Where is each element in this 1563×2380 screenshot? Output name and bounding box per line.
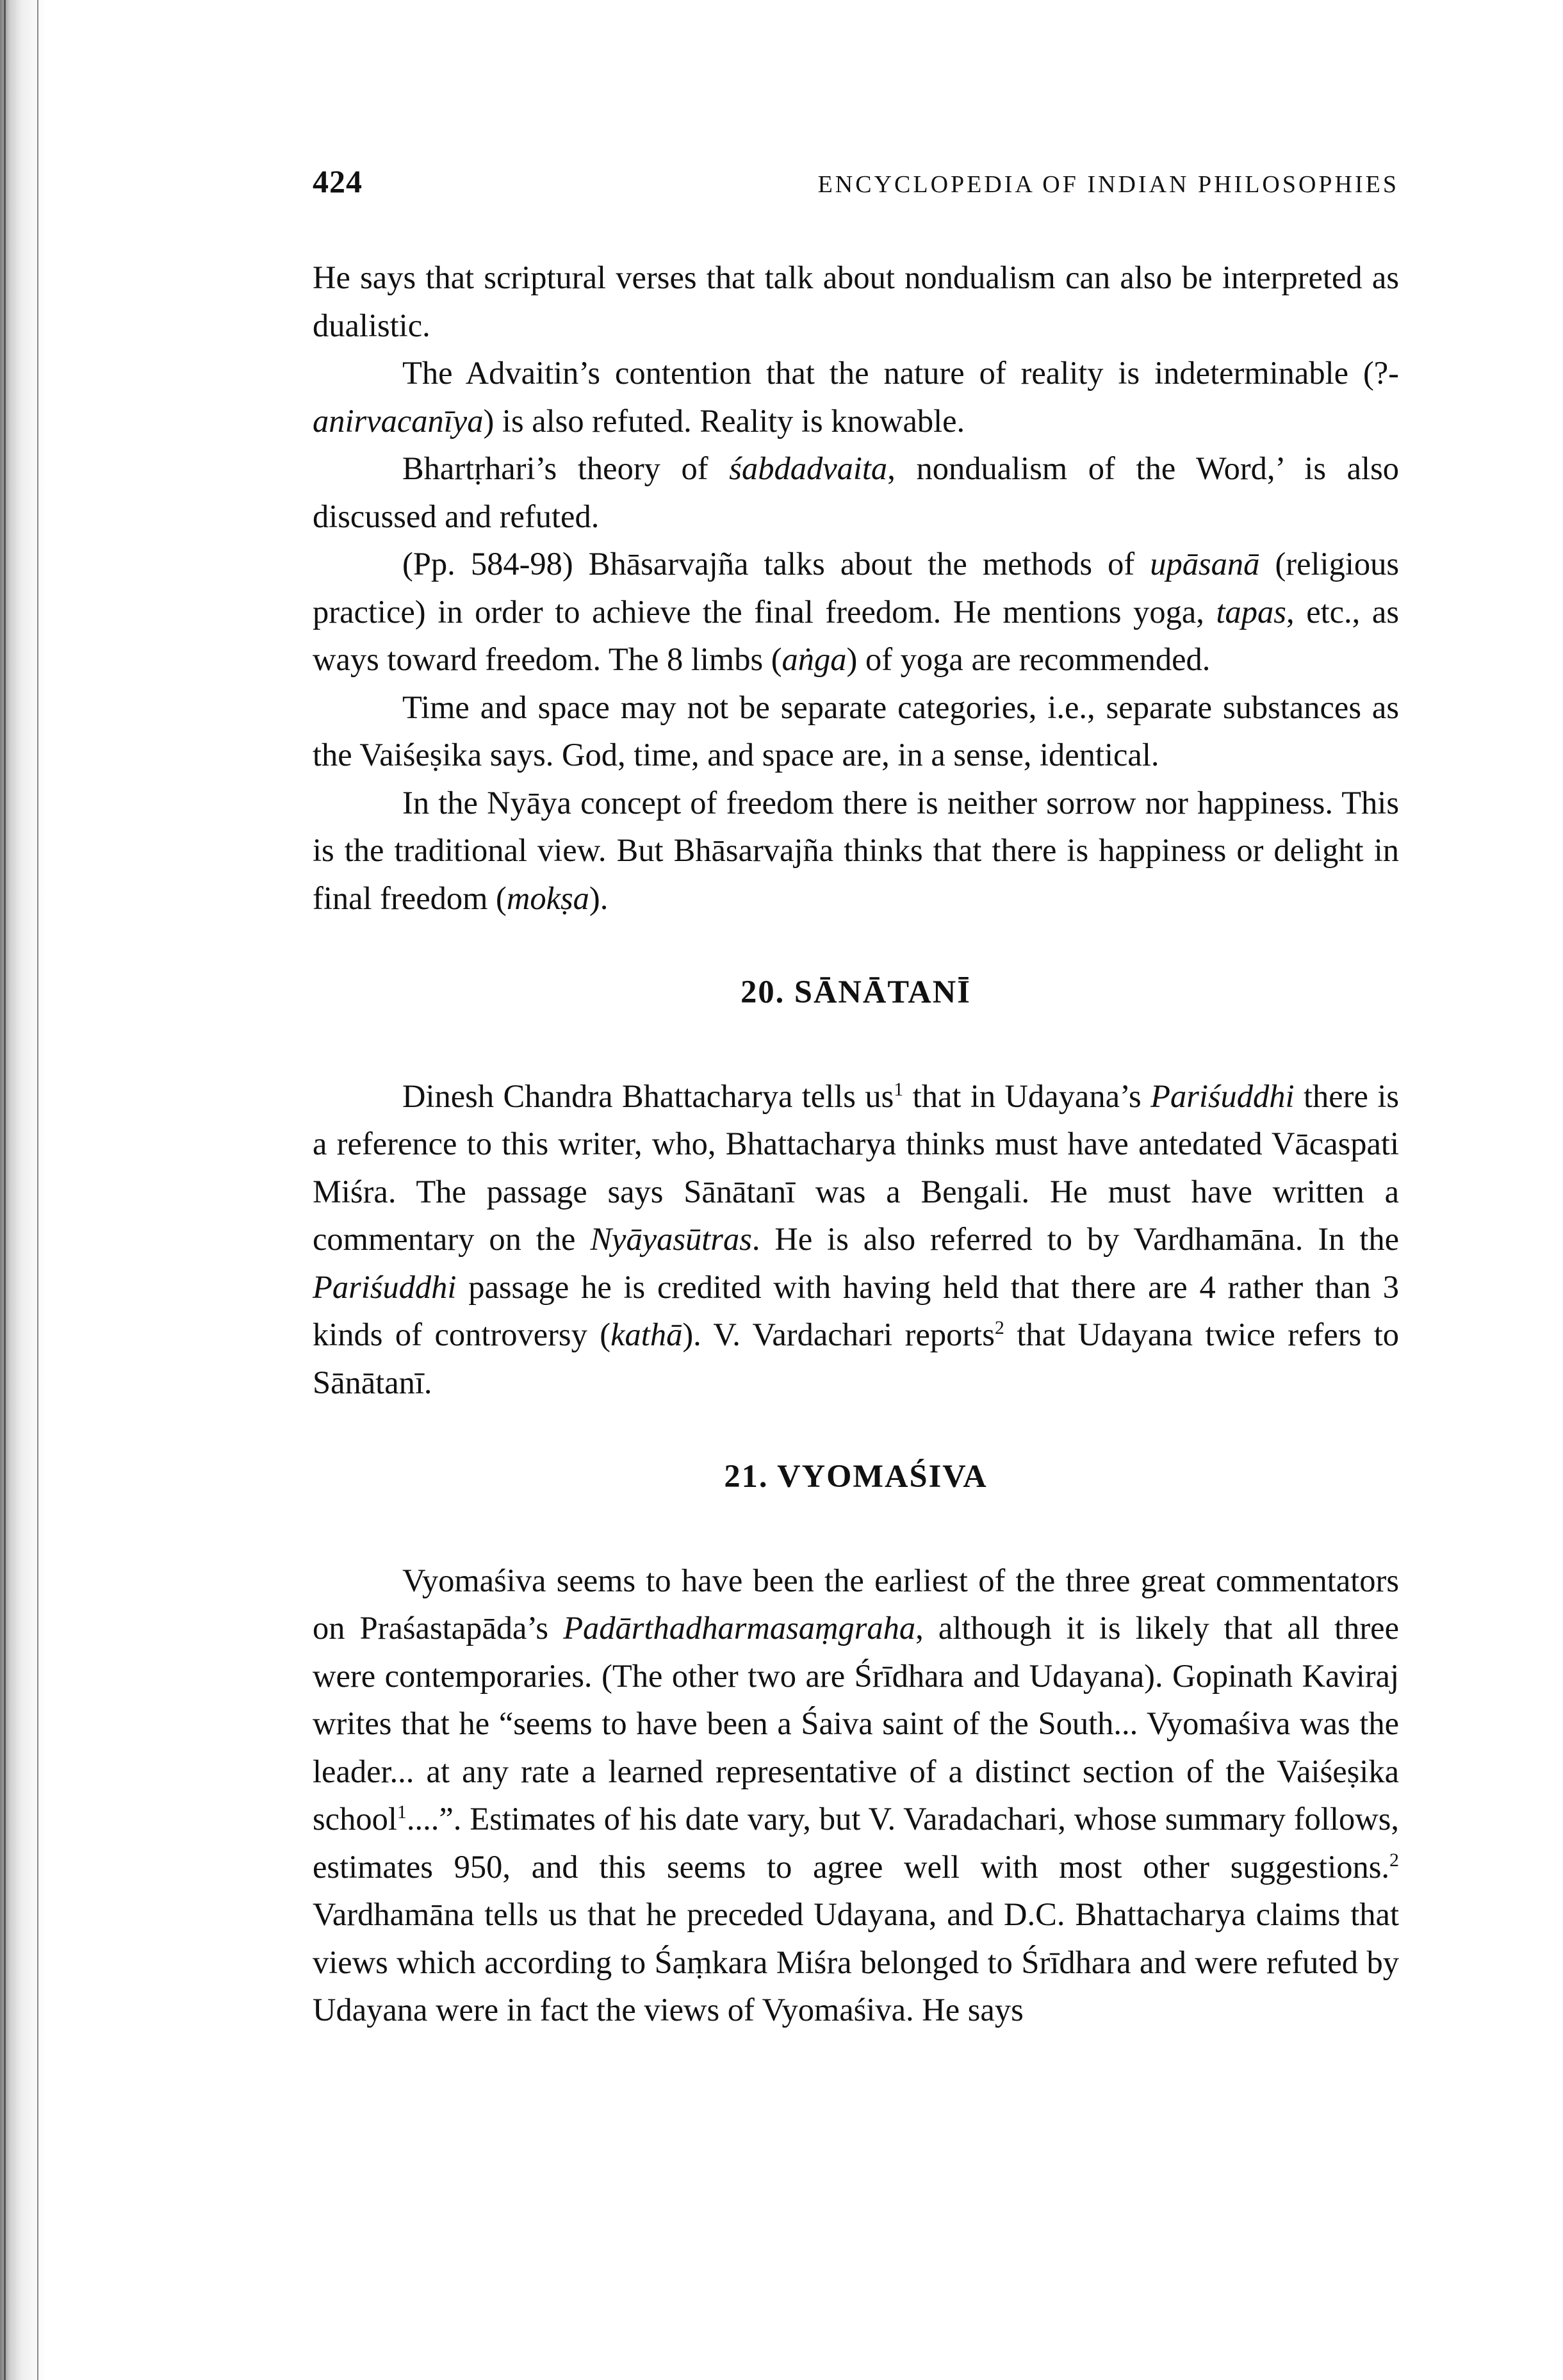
paragraph: The Advaitin’s contention that the nature of reality is indeterminable (?-anirvacanīya) is also refuted. Reality is knowable. (313, 355, 1399, 439)
paragraph: Dinesh Chandra Bhattacharya tells $us^1$ that in Udayana’s Pariśuddhi there is a reference to this writer, who, Bhattacharya thinks must have antedated Vācaspati Miśra. The passage says Sānātanī was a Bengali. He must have written a commentary on the Nyāyasūtras. He is also referred to by Vardhamāna. In the Pariśuddhi passage he is credited with having held that there are 4 rather than 3 kinds of controversy (kathā). V. Vardachari reports$^2$ that Udayana twice refers to Sānātanī. (313, 1078, 1400, 1400)
section-heading-vyomasiva: 21. VYOMAŚIVA (724, 1458, 988, 1494)
paragraph: In the Nyāya concept of freedom there is neither sorrow nor happiness. This is the traditional view. But Bhāsarvajña thinks that there is happiness or delight in final freedom (mokṣa). (313, 784, 1399, 916)
paragraph: (Pp. 584-98) Bhāsarvajña talks about the methods of upāsanā (religious practice) in order to achieve the final freedom. He mentions yoga, tapas, etc., as ways toward freedom. The 8 limbs (aṅga) of yoga are recommended. (313, 546, 1399, 677)
page-number: 424 (313, 163, 363, 199)
running-title: ENCYCLOPEDIA OF INDIAN PHILOSOPHIES (817, 171, 1399, 198)
paragraph: Vyomaśiva seems to have been the earliest of the three great commentators on Praśastapāda’s Padārthadharmasaṃgraha, although it is likely that all three were contemporaries. (The other two are Śrīdhara and Udayana). Gopinath Kaviraj writes that he “seems to have been a Śaiva saint of the South... Vyomaśiva was the leader... at any rate a learned representative of a distinct section of the Vaiśeṣika school$^1$....”. Estimates of his date vary, but V. Varadachari, whose summary follows, estimates 950, and this seems to agree well with most other suggestions.$^2$ Vardhamāna tells us that he preceded Udayana, and D.C. Bhattacharya claims that views which according to Śaṃkara Miśra belonged to Śrīdhara and were refuted by Udayana were in fact the views of Vyomaśiva. He says (313, 1562, 1399, 2028)
scan-edge-line (4, 0, 6, 2380)
paragraph: Time and space may not be separate categories, i.e., separate substances as the Vaiśeṣika says. God, time, and space are, in a sense, identical. (313, 689, 1399, 773)
footnote-ref: 1 (894, 1078, 904, 1100)
footnote-ref: 2 (1389, 1849, 1399, 1871)
paragraph: He says that scriptural verses that talk about nondualism can also be interpreted as dualistic. (313, 259, 1399, 343)
footnote-ref: 2 (994, 1317, 1004, 1339)
scan-gutter-shadow (0, 0, 50, 2380)
scan-edge-line (37, 0, 38, 2380)
footnote-ref: 1 (397, 1801, 407, 1823)
running-header (313, 163, 1399, 201)
section-heading-sanatani: 20. SĀNĀTANĪ (741, 974, 971, 1010)
book-page (313, 163, 1399, 2034)
paragraph: Bhartṛhari’s theory of śabdadvaita, nondualism of the Word,’ is also discussed and refuted. (313, 450, 1399, 534)
